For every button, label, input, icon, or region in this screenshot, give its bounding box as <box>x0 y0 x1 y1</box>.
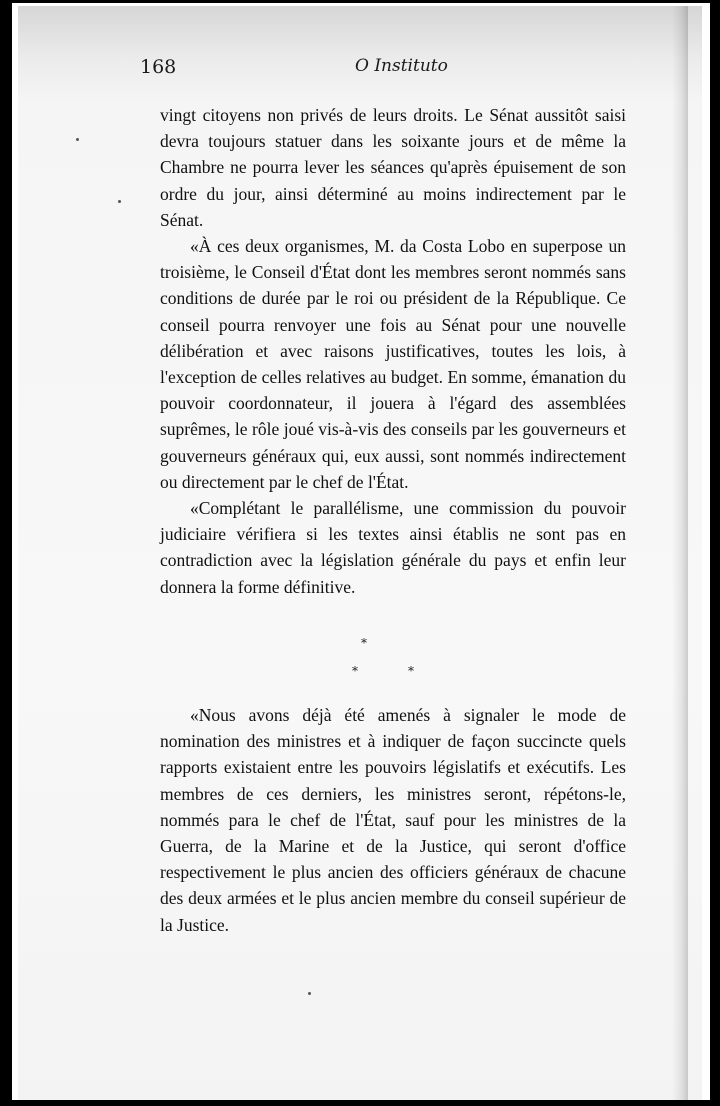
body-text-bottom <box>160 702 626 938</box>
page-number: 168 <box>140 56 177 78</box>
body-text-top <box>160 102 626 600</box>
scan-border-top <box>0 0 720 3</box>
paragraph-conseil-etat: «À ces deux organismes, M. da Costa Lobo en superpose un troisième, le Conseil d'État dont les membres seront nommés sans conditions de durée par le roi ou président de la République. Ce conseil pourra renvoyer une fois au Sénat pour une nouvelle délibération et avec raisons justificatives, toutes les lois, à l'exception de celles relatives au budget. En somme, émanation du pouvoir coordonnateur, il jouera à l'égard des assemblées suprêmes, le rôle joué vis-à-vis des conseils par les gouverneurs et gouverneurs généraux qui, eux aussi, sont nommés indirectement ou directement par le chef de l'État. <box>160 236 626 492</box>
scan-border-bottom <box>0 1100 720 1106</box>
asterisk-left: * <box>352 664 358 678</box>
page-edge-shadow <box>672 6 688 1100</box>
scan-speck <box>118 200 121 203</box>
section-separator-asterism <box>352 636 424 680</box>
scan-border-left <box>0 0 12 1106</box>
page-header <box>140 56 450 86</box>
asterisk-top: * <box>361 636 367 650</box>
paragraph-commission-judiciaire: «Complétant le parallélisme, une commission du pouvoir judiciaire vérifiera si les textes ainsi établis ne sont pas en contradiction avec la législation générale du pays et enfin leur donnera la forme définitive. <box>160 498 626 597</box>
paragraph-ministres: «Nous avons déjà été amenés à signaler le mode de nomination des ministres et à indiquer de façon succincte quels rapports existaient entre les pouvoirs législatifs et exécutifs. Les membres de ces derniers, les ministres seront, répétons-le, nommés para le chef de l'État, sauf pour les ministres de la Guerra, de la Marine et de la Justice, qui seront d'office respectivement le plus ancien des officiers généraux de chacune des deux armées et le plus ancien membre du conseil supérieur de la Justice. <box>160 705 626 935</box>
scan-speck <box>76 138 79 141</box>
running-title: O Instituto <box>355 56 448 76</box>
scan-border-right <box>710 0 720 1106</box>
scan-speck <box>308 992 311 995</box>
asterisk-right: * <box>408 664 414 678</box>
paragraph-continuation: vingt citoyens non privés de leurs droits. Le Sénat aussitôt saisi devra toujours statuer dans les soixante jours et de même la Chambre ne pourra lever les séances qu'après épuisement de son ordre du jour, ainsi déterminé au moins indirectement par le Sénat. <box>160 105 626 230</box>
